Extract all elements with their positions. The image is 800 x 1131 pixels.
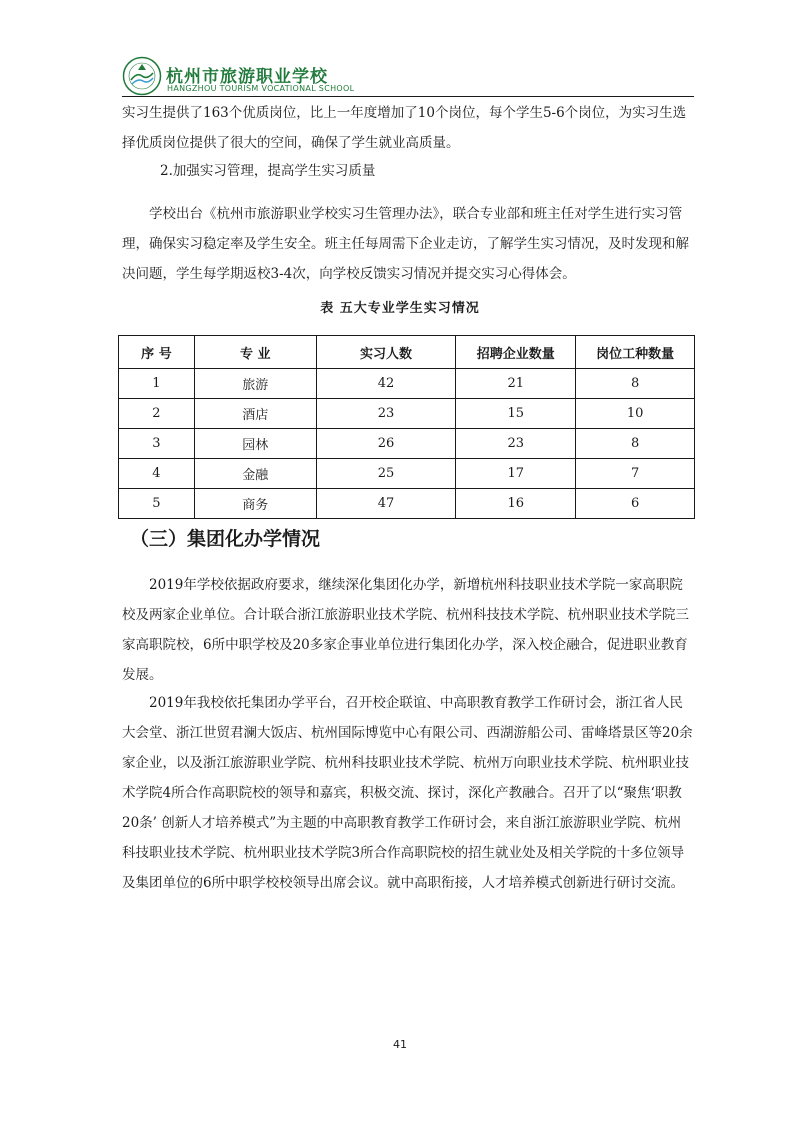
cell-intern-count: 26 (316, 429, 456, 459)
cell-position-count: 10 (576, 399, 695, 429)
header-position-count: 岗位工种数量 (576, 336, 695, 369)
header-major: 专 业 (194, 336, 316, 369)
cell-position-count: 7 (576, 459, 695, 489)
school-name-en: HANGZHOU TOURISM VOCATIONAL SCHOOL (167, 84, 355, 93)
cell-position-count: 8 (576, 369, 695, 399)
table-row (119, 489, 695, 519)
header-index: 序 号 (119, 336, 195, 369)
cell-major: 园林 (194, 429, 316, 459)
cell-major: 旅游 (194, 369, 316, 399)
header-intern-count: 实习人数 (316, 336, 456, 369)
cell-intern-count: 23 (316, 399, 456, 429)
page-number: 41 (393, 1038, 407, 1051)
group-education-paragraph-2: 2019年我校依托集团办学平台，召开校企联谊、中高职教育教学工作研讨会，浙江省人民大会堂、浙江世贸君澜大饭店、杭州国际博览中心有限公司、西湖游船公司、雷峰塔景区等20余家企业，以及浙江旅游职业学院、杭州科技职业技术学院、杭州万向职业技术学院、杭州职业技术学院4所合作高职院校的领导和嘉宾，积极交流、探讨，深化产教融合。召开了以“聚焦‘职教20条’ 创新人才培养模式”为主题的中高职教育教学工作研讨会，来自浙江旅游职业学院、杭州科技职业技术学院、杭州职业技术学院3所合作高职院校的招生就业处及相关学院的十多位领导及集团单位的6所中职学校校领导出席会议。就中高职衔接，人才培养模式创新进行研讨交流。 (122, 695, 693, 891)
header-divider (122, 96, 694, 97)
cell-position-count: 6 (576, 489, 695, 519)
cell-index: 5 (119, 489, 195, 519)
table-row (119, 459, 695, 489)
cell-index: 2 (119, 399, 195, 429)
group-education-paragraph-1: 2019年学校依据政府要求，继续深化集团化办学，新增杭州科技职业技术学院一家高职院校及两家企业单位。合计联合浙江旅游职业技术学院、杭州科技技术学院、杭州职业技术学院三家高职院校，6所中职学校及20多家企事业单位进行集团化办学，深入校企融合，促进职业教育发展。 (122, 577, 689, 683)
cell-major: 酒店 (194, 399, 316, 429)
cell-index: 1 (119, 369, 195, 399)
table-row (119, 399, 695, 429)
cell-major: 商务 (194, 489, 316, 519)
cell-company-count: 16 (456, 489, 576, 519)
cell-index: 4 (119, 459, 195, 489)
cell-major: 金融 (194, 459, 316, 489)
internship-management-paragraph: 学校出台《杭州市旅游职业学校实习生管理办法》，联合专业部和班主任对学生进行实习管理，确保实习稳定率及学生安全。班主任每周需下企业走访，了解学生实习情况，及时发现和解决问题，学生每学期返校3-4次，向学校反馈实习情况并提交实习心得体会。 (122, 206, 689, 282)
header-company-count: 招聘企业数量 (456, 336, 576, 369)
cell-company-count: 23 (456, 429, 576, 459)
cell-company-count: 21 (456, 369, 576, 399)
cell-index: 3 (119, 429, 195, 459)
cell-company-count: 17 (456, 459, 576, 489)
cell-intern-count: 25 (316, 459, 456, 489)
intro-paragraph: 实习生提供了163个优质岗位，比上一年度增加了10个岗位，每个学生5-6个岗位，为实习生选择优质岗位提供了很大的空间，确保了学生就业高质量。 (122, 105, 687, 151)
school-name-cn: 杭州市旅游职业学校 (166, 67, 328, 87)
section-heading: （三）集团化办学情况 (130, 528, 321, 550)
table-caption: 表 五大专业学生实习情况 (320, 301, 480, 316)
table-header-row (119, 336, 695, 369)
cell-intern-count: 42 (316, 369, 456, 399)
table-row (119, 369, 695, 399)
school-logo (122, 56, 162, 96)
internship-table (118, 335, 695, 519)
cell-company-count: 15 (456, 399, 576, 429)
cell-position-count: 8 (576, 429, 695, 459)
table-row (119, 429, 695, 459)
subsection-heading: 2.加强实习管理，提高学生实习质量 (160, 163, 376, 179)
cell-intern-count: 47 (316, 489, 456, 519)
page-header (122, 56, 694, 96)
